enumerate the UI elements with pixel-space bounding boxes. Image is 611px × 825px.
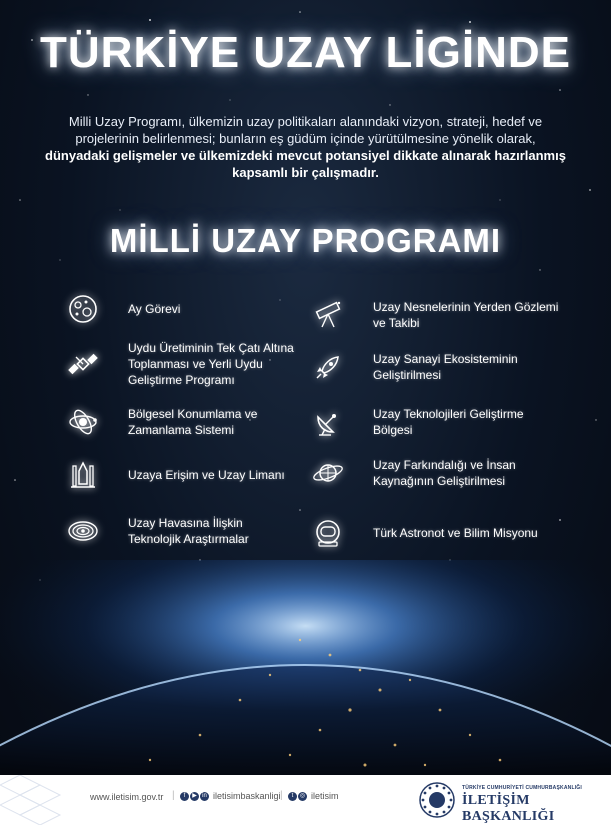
item-label: Uzay Farkındalığı ve İnsan Kaynağının Geliştirilmesi bbox=[373, 458, 516, 488]
spaceport-icon bbox=[66, 458, 100, 492]
intro-paragraph bbox=[40, 113, 571, 181]
item-label: Ay Görevi bbox=[128, 302, 181, 316]
intro-bold-text: dünyadaki gelişmeler ve ülkemizdeki mevcut potansiyel dikkate alınarak hazırlanmış kapsamlı bir çalışmadır. bbox=[45, 148, 566, 180]
satellite-icon bbox=[66, 347, 100, 381]
twitter-icon: t bbox=[288, 792, 297, 801]
footer bbox=[0, 775, 611, 825]
moon-icon bbox=[66, 292, 100, 326]
item-label: Uydu Üretiminin Tek Çatı Altına Toplanması ve Yerli Uydu Geliştirme Programı bbox=[128, 341, 294, 387]
program-item-positioning bbox=[66, 405, 298, 439]
footer-social-main[interactable] bbox=[180, 791, 281, 801]
rocket-icon bbox=[311, 350, 345, 384]
program-item-satellite bbox=[66, 340, 298, 388]
program-item-space-observation bbox=[311, 298, 563, 332]
program-item-moon-mission bbox=[66, 292, 298, 326]
program-item-space-weather bbox=[66, 514, 298, 548]
footer-social-handle-short: iletisim bbox=[311, 791, 339, 801]
item-label: Uzay Havasına İlişkin Teknolojik Araştırmalar bbox=[128, 516, 249, 546]
satellite-dish-icon bbox=[311, 405, 345, 439]
youtube-icon: ▶ bbox=[190, 792, 199, 801]
item-label: Uzay Teknolojileri Geliştirme Bölgesi bbox=[373, 407, 524, 437]
globe-orbit-icon bbox=[311, 456, 345, 490]
item-label: Uzay Sanayi Ekosisteminin Geliştirilmesi bbox=[373, 352, 518, 382]
item-label: Uzay Nesnelerinin Yerden Gözlemi ve Takibi bbox=[373, 300, 559, 330]
linkedin-icon: in bbox=[200, 792, 209, 801]
program-item-awareness bbox=[311, 456, 563, 490]
instagram-icon: ◎ bbox=[299, 792, 306, 799]
positioning-icon bbox=[66, 405, 100, 439]
item-label: Bölgesel Konumlama ve Zamanlama Sistemi bbox=[128, 407, 258, 437]
astronaut-helmet-icon bbox=[311, 516, 345, 550]
footer-pattern-decoration bbox=[0, 775, 70, 825]
footer-separator: | bbox=[280, 790, 283, 801]
intro-text: Milli Uzay Programı, ülkemizin uzay politikaları alanındaki vizyon, strateji, hedef ve projelerinin belirlenmesi; bunların eş güdüm içinde yürütülmesine yönelik olarak, bbox=[68, 114, 543, 146]
iletisim-emblem-logo bbox=[418, 781, 456, 819]
footer-separator: | bbox=[172, 790, 175, 801]
facebook-icon: f bbox=[180, 792, 189, 801]
footer-social-handle: iletisimbaskanligi bbox=[213, 791, 281, 801]
program-item-technology-zone bbox=[311, 405, 563, 439]
program-item-astronaut bbox=[311, 516, 563, 550]
telescope-icon bbox=[311, 298, 345, 332]
program-item-space-industry bbox=[311, 350, 563, 384]
item-label: Türk Astronot ve Bilim Misyonu bbox=[373, 526, 538, 540]
footer-website-link[interactable]: www.iletisim.gov.tr bbox=[90, 792, 164, 802]
earth-horizon-illustration bbox=[0, 560, 611, 780]
main-title: TÜRKİYE UZAY LİGİNDE bbox=[40, 28, 571, 77]
space-weather-icon bbox=[66, 514, 100, 548]
footer-org-small-text: TÜRKİYE CUMHURİYETİ CUMHURBAŞKANLIĞI bbox=[462, 785, 582, 791]
footer-social-secondary[interactable] bbox=[288, 791, 339, 801]
item-label: Uzaya Erişim ve Uzay Limanı bbox=[128, 468, 285, 482]
program-subtitle: MİLLİ UZAY PROGRAMI bbox=[109, 222, 502, 259]
program-item-spaceport bbox=[66, 458, 298, 492]
footer-org-name: İLETİŞİM BAŞKANLIĞI bbox=[462, 793, 555, 824]
